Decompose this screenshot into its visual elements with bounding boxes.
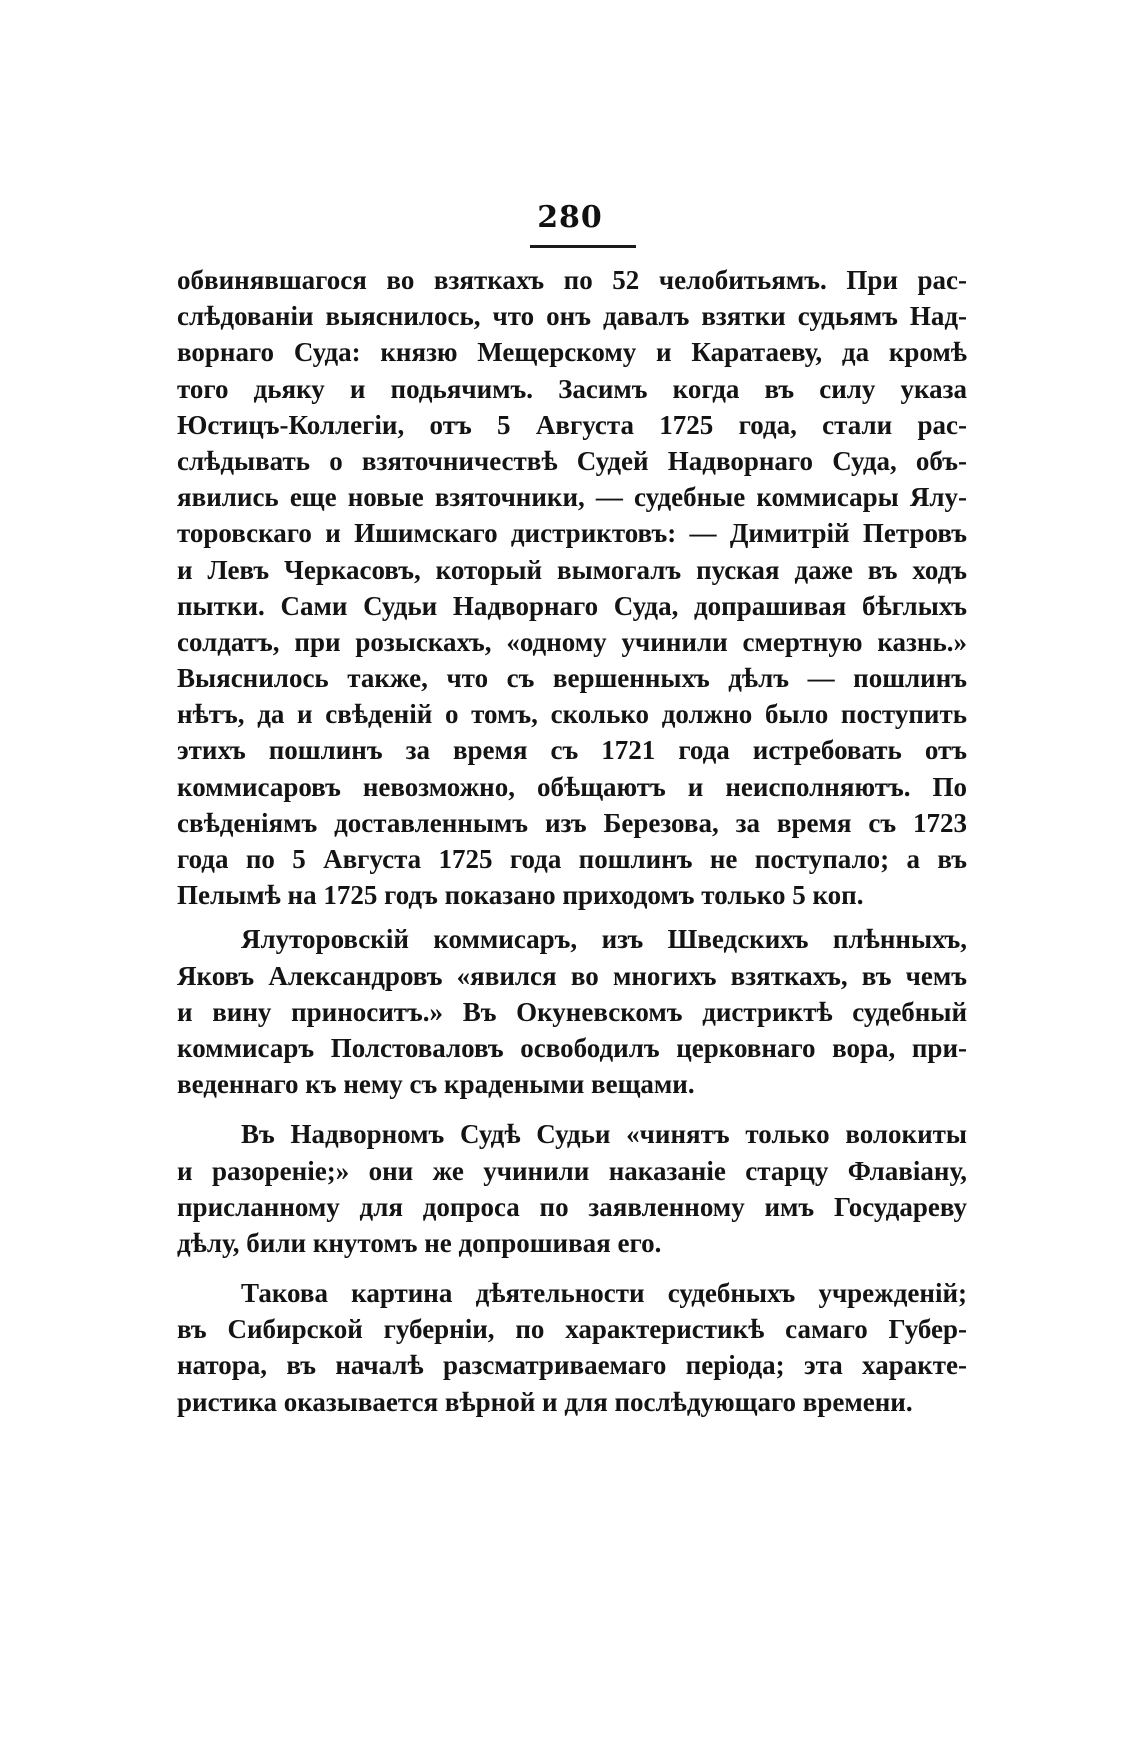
paragraph xyxy=(177,921,967,1102)
text-line: слѣдованіи выяснилось, что онъ давалъ взятки судьямъ Над- xyxy=(177,301,967,332)
header-rule xyxy=(530,245,636,248)
text-line: явились еще новые взяточники, — судебные коммисары Ялу- xyxy=(177,482,967,513)
text-line: нѣтъ, да и свѣденій о томъ, сколько должно было поступить xyxy=(177,699,967,730)
text-line: обвинявшагося во взяткахъ по 52 челобитьямъ. При рас- xyxy=(177,265,967,295)
text-line: Пелымѣ на 1725 годъ показано приходомъ только 5 коп. xyxy=(177,880,864,911)
text-line: коммисаръ Полстоваловъ освободилъ церковнаго вора, при- xyxy=(177,1032,967,1063)
text-line: въ Сибирской губерніи, по характеристикѣ самаго Губер- xyxy=(177,1314,967,1345)
text-line: года по 5 Августа 1725 года пошлинъ не поступало; а въ xyxy=(177,844,967,874)
text-line: Юстицъ-Коллегіи, отъ 5 Августа 1725 года, стали рас- xyxy=(177,409,967,440)
page-body xyxy=(177,262,967,1420)
text-line: торовскаго и Ишимскаго дистриктовъ: — Димитрій Петровъ xyxy=(177,518,967,549)
paragraph-gap xyxy=(177,1102,967,1116)
text-line: дѣлу, били кнутомъ не допрошивая его. xyxy=(177,1227,662,1258)
paragraph xyxy=(177,1275,967,1420)
paragraph-gap xyxy=(177,913,967,921)
text-line: веденнаго къ нему съ крадеными вещами. xyxy=(177,1069,695,1100)
text-line: свѣденіямъ доставленнымъ изъ Березова, за время съ 1723 xyxy=(177,807,967,838)
text-line: пытки. Сами Судьи Надворнаго Суда, допрашивая бѣглыхъ xyxy=(177,590,967,621)
text-line: и вину приноситъ.» Въ Окуневскомъ дистриктѣ судебный xyxy=(177,996,967,1027)
page-number: 280 xyxy=(537,200,603,235)
text-line: ворнаго Суда: князю Мещерскому и Каратаеву, да кромѣ xyxy=(177,337,967,368)
text-line: Выяснилось также, что съ вершенныхъ дѣлъ — пошлинъ xyxy=(177,663,967,694)
text-line: слѣдывать о взяточничествѣ Судей Надворнаго Суда, объ- xyxy=(177,445,967,476)
text-line: Ялуторовскій коммисаръ, изъ Шведскихъ плѣнныхъ, xyxy=(241,924,967,955)
text-line: и Левъ Черкасовъ, который вымогалъ пуская даже въ ходъ xyxy=(177,554,967,585)
text-line: того дьяку и подьячимъ. Засимъ когда въ силу указа xyxy=(177,373,967,404)
text-line: ристика оказывается вѣрной и для послѣдующаго времени. xyxy=(177,1386,913,1417)
text-line: и разореніе;» они же учинили наказаніе старцу Флавіану, xyxy=(177,1155,967,1186)
paragraph xyxy=(177,262,967,913)
text-line: присланному для допроса по заявленному имъ Государеву xyxy=(177,1191,967,1222)
text-line: Въ Надворномъ Судѣ Судьи «чинятъ только волокиты xyxy=(241,1119,967,1150)
paragraph xyxy=(177,1116,967,1261)
text-line: солдатъ, при розыскахъ, «одному учинили смертную казнь.» xyxy=(177,626,967,657)
text-line: этихъ пошлинъ за время съ 1721 года истребовать отъ xyxy=(177,735,967,766)
text-line: Такова картина дѣятельности судебныхъ учрежденій; xyxy=(241,1278,967,1309)
paragraph-gap xyxy=(177,1261,967,1275)
text-line: Яковъ Александровъ «явился во многихъ взяткахъ, въ чемъ xyxy=(177,960,967,991)
text-line: коммисаровъ невозможно, обѣщаютъ и неисполняютъ. По xyxy=(177,771,967,802)
text-line: натора, въ началѣ разсматриваемаго періода; эта характе- xyxy=(177,1350,967,1381)
